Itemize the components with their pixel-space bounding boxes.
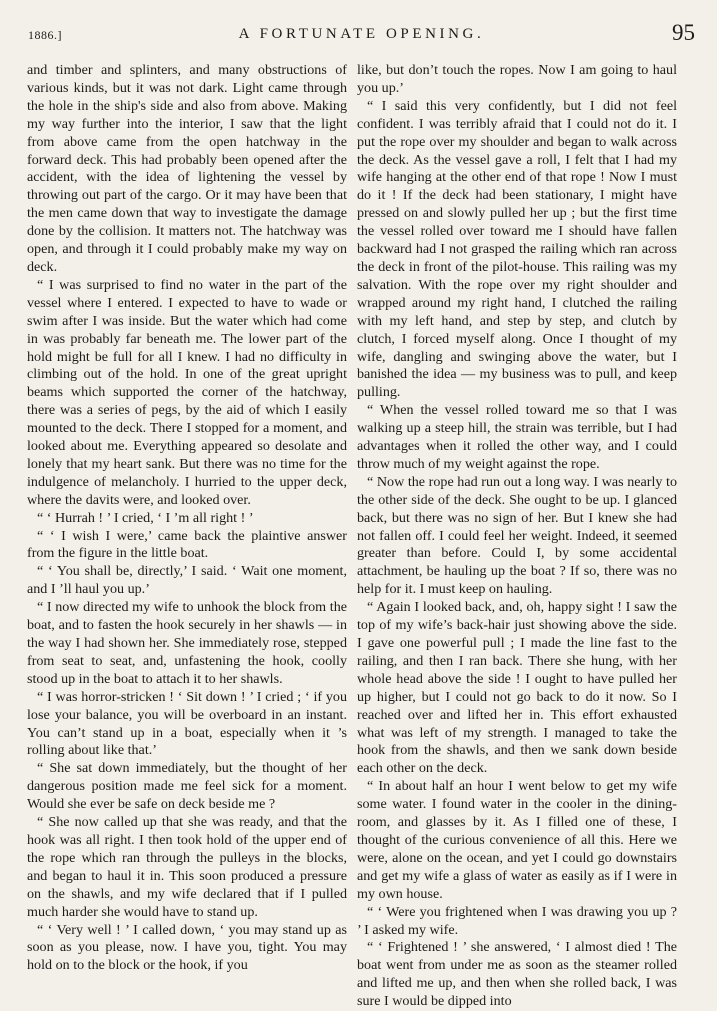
paragraph: “ ‘ I wish I were,’ came back the plaintive answer from the figure in the little boat.: [27, 527, 347, 562]
page-number: 95: [672, 20, 695, 45]
paragraph: “ I was surprised to find no water in the part of the vessel where I entered. I expected to have to wade or swim after I was inside. But the water which had come in was probably far beneath me. The lower part of the hold might be full for all I knew. I had no difficulty in climbing out of the hold. In one of the great upright beams which supported the corner of the hatchway, there was a series of pegs, by the aid of which I easily mounted to the deck. There I stopped for a moment, and looked about me. Everything appeared so desolate and lonely that my heart sank. But there was no time for the indulgence of melancholy. I hurried to the upper deck, where the davits were, and looked over.: [27, 276, 347, 508]
paragraph: “ Again I looked back, and, oh, happy sight ! I saw the top of my wife’s back-hair just showing above the side. I gave one powerful pull ; I made the line fast to the railing, and then I ran back. There she hung, with her whole head above the side ! I ought to have pulled her up higher, but I could not go back to do it now. So I reached over and lifted her in. This effort exhausted what was left of my strength. I managed to take the hook from the shawls, and then we sank down beside each other on the deck.: [357, 599, 677, 777]
paragraph: and timber and splinters, and many obstructions of various kinds, but it was not dark. Light came through the hole in the ship's side and also from above. Making my way further into the interior, I saw that the light from above came from the open hatchway in the forward deck. This had probably been opened after the accident, with the idea of lightening the vessel by throwing out part of the cargo. Or it may have been that the men came down that way to investigate the damage done by the collision. It matters not. The hatchway was open, and through it I could probably make my way on deck.: [27, 62, 347, 275]
paragraph: “ In about half an hour I went below to get my wife some water. I found water in the cooler in the dining-room, and glasses by it. As I filled one of these, I thought of the curious convenience of all this. Here we were, alone on the ocean, and yet I could go downstairs and get my wife a glass of water as easily as if I were in my own house.: [357, 778, 677, 902]
running-header: [28, 20, 695, 56]
left-column: [27, 62, 347, 975]
paragraph: “ ‘ Hurrah ! ’ I cried, ‘ I ’m all right ! ’: [37, 509, 254, 526]
paragraph: “ ‘ Frightened ! ’ she answered, ‘ I almost died ! The boat went from under me as soon as the steamer rolled and lifted me up, and then when she rolled back, I was sure I would be dipped into: [357, 939, 677, 1010]
paragraph: “ When the vessel rolled toward me so that I was walking up a steep hill, the strain was terrible, but I had advantages when it rolled the other way, and I could throw much of my weight against the rope.: [357, 402, 677, 472]
paragraph: “ I was horror-stricken ! ‘ Sit down ! ’ I cried ; ‘ if you lose your balance, you will be overboard in an instant. You can’t stand up in a boat, especially when it ’s rolling about like that.’: [27, 688, 347, 759]
paragraph: like, but don’t touch the ropes. Now I am going to haul you up.’: [357, 62, 677, 96]
paragraph: “ She sat down immediately, but the thought of her dangerous position made me feel sick for a moment. Would she ever be safe on deck beside me ?: [27, 760, 347, 813]
paragraph: “ She now called up that she was ready, and that the hook was all right. I then took hold of the upper end of the rope which ran through the pulleys in the blocks, and began to haul it in. This soon produced a pressure on the shawls, and my wife declared that if I pulled much harder she would have to stand up.: [27, 814, 347, 920]
paragraph: “ ‘ Were you frightened when I was drawing you up ? ’ I asked my wife.: [357, 903, 677, 938]
paragraph: “ ‘ You shall be, directly,’ I said. ‘ Wait one moment, and I ’ll haul you up.’: [27, 563, 347, 598]
paragraph: “ I now directed my wife to unhook the block from the boat, and to fasten the hook securely in her shawls — in the way I had shown her. She immediately rose, stepped from seat to seat, and, unfastening the hook, coolly stood up in the boat to attach it to her shawls.: [27, 599, 347, 687]
paragraph: “ ‘ Very well ! ’ I called down, ‘ you may stand up as soon as you please, now. I have you, tight. You may hold on to the block or the hook, if you: [27, 921, 347, 974]
paragraph: “ I said this very confidently, but I did not feel confident. I was terribly afraid that I could not do it. I put the rope over my shoulder and began to walk across the deck. As the vessel gave a roll, I felt that I had my wife hanging at the other end of that rope ! Now I must do it ! If the deck had been stationary, I might have pressed on and slowly pulled her up ; but the first time the vessel rolled over toward me I should have fallen backward had I not grasped the railing which ran across the deck in front of the pilot-house. This railing was my salvation. With the rope over my right shoulder and wrapped around my right hand, I clutched the railing with my left hand, and step by step, and clutch by clutch, I forced myself along. Once I thought of my wife, dangling and swinging above the water, but I banished the idea — my business was to pull, and keep pulling.: [357, 97, 677, 401]
right-column: [357, 62, 677, 1011]
running-title: A FORTUNATE OPENING.: [238, 26, 485, 42]
paragraph: “ Now the rope had run out a long way. I was nearly to the other side of the deck. She ought to be up. I glanced back, but there was no sign of her. But I knew she had not fallen off. I could feel her weight. Indeed, it seemed greater than before. Could I, by some accidental attachment, be hauling up the boat ? If so, there was no help for it. I must keep on hauling.: [357, 473, 677, 598]
header-date: 1886.]: [28, 28, 62, 42]
